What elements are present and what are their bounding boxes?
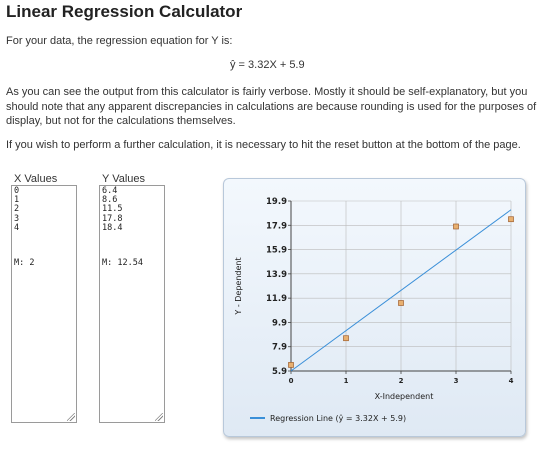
y-value-line: 17.8 bbox=[102, 213, 123, 224]
x-value-line: 3 bbox=[14, 213, 20, 224]
x-mean: M: 2 bbox=[14, 258, 35, 269]
resize-grip-icon[interactable] bbox=[67, 413, 75, 421]
regression-chart-panel bbox=[223, 178, 526, 437]
y-value-line: 6.4 bbox=[102, 186, 118, 196]
data-point bbox=[344, 336, 349, 341]
data-point bbox=[454, 224, 459, 229]
regression-equation: ŷ = 3.32X + 5.9 bbox=[230, 59, 305, 71]
y-value-line: 18.4 bbox=[102, 222, 123, 233]
x-tick-label: 2 bbox=[398, 377, 404, 385]
x-value-line: 4 bbox=[14, 222, 20, 233]
output-note-paragraph: As you can see the output from this calculator is fairly verbose. Mostly it should be self-explanatory, but you should note that any apparent discrepancies in calculations are because rounding is used for the purposes of display, but not for the calculations themselves. bbox=[6, 86, 537, 127]
x-tick-label: 0 bbox=[288, 377, 294, 385]
y-value-line: 8.6 bbox=[102, 195, 118, 206]
data-point bbox=[289, 362, 294, 367]
x-axis-label: X-Independent bbox=[374, 392, 434, 401]
y-tick-label: 5.9 bbox=[271, 367, 287, 377]
legend-label: Regression Line (ŷ = 3.32X + 5.9) bbox=[270, 414, 407, 423]
x-values-textarea[interactable] bbox=[11, 185, 77, 423]
x-tick-label: 4 bbox=[508, 377, 514, 385]
x-values-header: X Values bbox=[14, 173, 58, 185]
page-title: Linear Regression Calculator bbox=[6, 2, 243, 21]
reset-note-paragraph: If you wish to perform a further calculation, it is necessary to hit the reset button at the bottom of the page. bbox=[6, 139, 521, 151]
y-axis-label: Y - Dependent bbox=[234, 257, 243, 315]
intro-text: For your data, the regression equation for Y is: bbox=[6, 35, 233, 47]
resize-grip-icon[interactable] bbox=[155, 413, 163, 421]
y-tick-label: 17.9 bbox=[266, 221, 287, 232]
x-tick-label: 3 bbox=[453, 377, 459, 385]
data-point bbox=[399, 301, 404, 306]
y-value-line: 11.5 bbox=[102, 204, 123, 215]
y-tick-label: 11.9 bbox=[266, 294, 287, 305]
y-values-header: Y Values bbox=[102, 173, 146, 185]
x-value-line: 0 bbox=[14, 186, 20, 196]
y-values-textarea[interactable] bbox=[99, 185, 165, 423]
y-mean: M: 12.54 bbox=[102, 258, 143, 269]
x-value-line: 1 bbox=[14, 195, 20, 206]
regression-chart bbox=[224, 179, 527, 438]
y-tick-label: 9.9 bbox=[271, 318, 287, 329]
x-value-line: 2 bbox=[14, 204, 20, 215]
x-tick-label: 1 bbox=[343, 377, 349, 385]
y-tick-label: 15.9 bbox=[266, 245, 287, 256]
y-tick-label: 7.9 bbox=[271, 342, 287, 353]
y-tick-label: 13.9 bbox=[266, 269, 287, 280]
data-point bbox=[509, 217, 514, 222]
y-tick-label: 19.9 bbox=[266, 197, 287, 207]
